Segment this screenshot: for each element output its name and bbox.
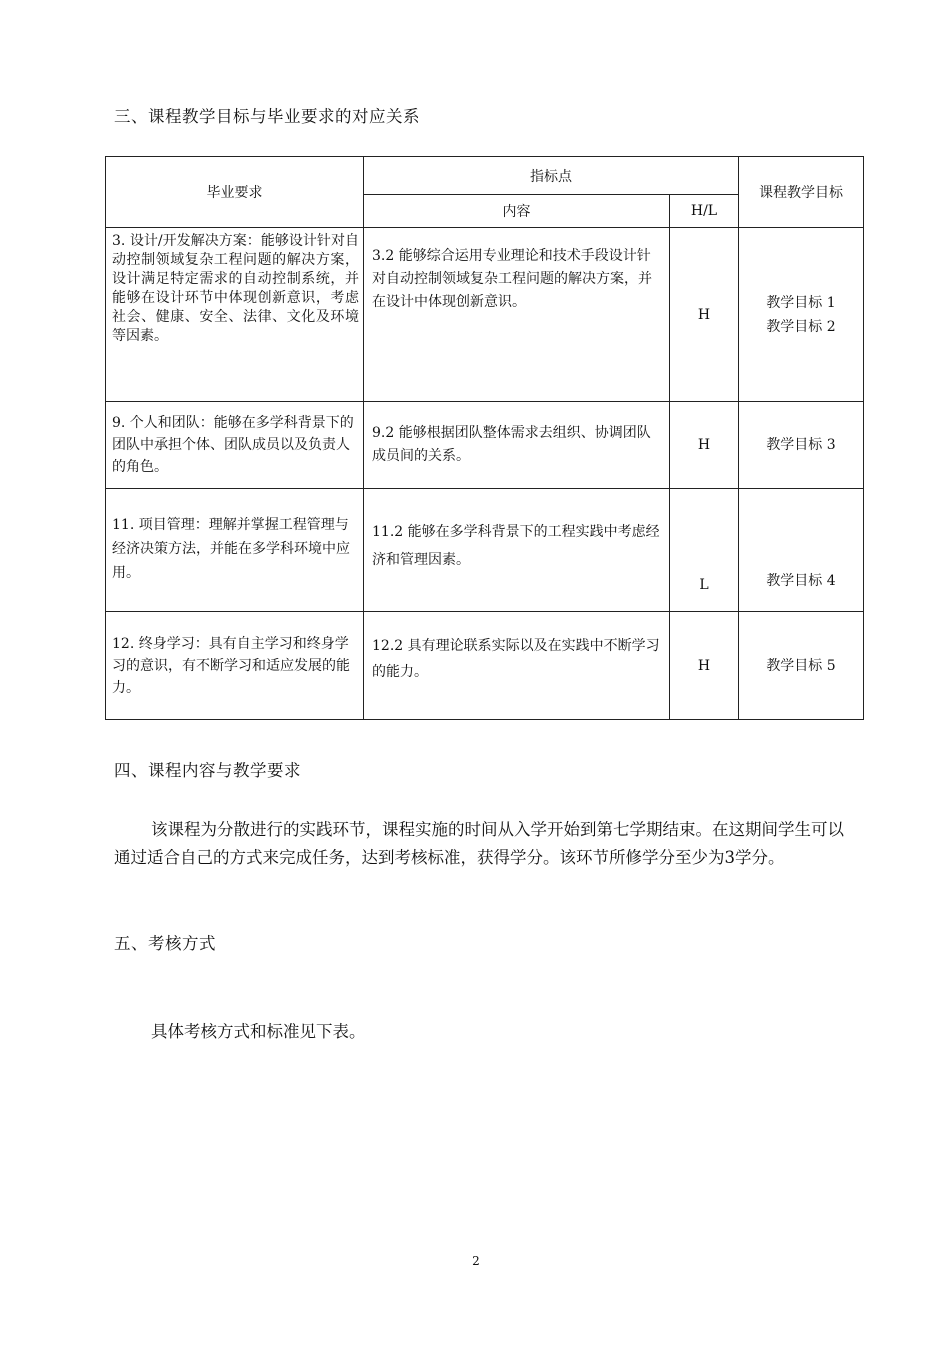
section-5-heading: 五、考核方式 (114, 934, 216, 953)
indicator-cell: 11.2 能够在多学科背景下的工程实践中考虑经济和管理因素。 (364, 489, 670, 612)
goal-cell (739, 228, 864, 402)
goal-cell (739, 489, 864, 612)
header-goal: 课程教学目标 (739, 157, 864, 228)
section-3-heading: 三、课程教学目标与毕业要求的对应关系 (114, 107, 420, 126)
hl-cell: L (670, 489, 739, 612)
hl-cell: H (670, 402, 739, 489)
table-row (106, 228, 864, 402)
header-hl: H/L (670, 195, 739, 228)
requirement-cell: 3. 设计/开发解决方案：能够设计针对自动控制领域复杂工程问题的解决方案，设计满足特定需求的自动控制系统，并能够在设计环节中体现创新意识，考虑社会、健康、安全、法律、文化及环境等因素。 (106, 228, 364, 402)
header-indicator: 指标点 (364, 157, 739, 195)
goal-item: 教学目标 3 (766, 437, 836, 453)
hl-cell: H (670, 612, 739, 720)
section-4-paragraph: 该课程为分散进行的实践环节，课程实施的时间从入学开始到第七学期结束。在这期间学生可以通过适合自己的方式来完成任务，达到考核标准，获得学分。该环节所修学分至少为3学分。 (114, 820, 844, 867)
header-requirement: 毕业要求 (106, 157, 364, 228)
requirement-cell: 11. 项目管理：理解并掌握工程管理与经济决策方法，并能在多学科环境中应用。 (106, 489, 364, 612)
header-content: 内容 (364, 195, 670, 228)
table-row (106, 612, 864, 720)
page-number: 2 (472, 1254, 480, 1268)
requirement-cell: 12. 终身学习：具有自主学习和终身学习的意识，有不断学习和适应发展的能力。 (106, 612, 364, 720)
goal-cell (739, 402, 864, 489)
objectives-mapping-table (105, 156, 864, 720)
table-row (106, 402, 864, 489)
section-5-paragraph: 具体考核方式和标准见下表。 (151, 1022, 366, 1041)
table-row (106, 489, 864, 612)
goal-item: 教学目标 4 (766, 573, 836, 589)
goal-item: 教学目标 2 (766, 318, 836, 335)
goal-item: 教学目标 1 (766, 294, 836, 311)
indicator-cell: 12.2 具有理论联系实际以及在实践中不断学习的能力。 (364, 612, 670, 720)
indicator-cell: 3.2 能够综合运用专业理论和技术手段设计针对自动控制领域复杂工程问题的解决方案，并在设计中体现创新意识。 (364, 228, 670, 402)
table-header-row (106, 157, 864, 195)
goal-cell (739, 612, 864, 720)
indicator-cell: 9.2 能够根据团队整体需求去组织、协调团队成员间的关系。 (364, 402, 670, 489)
section-4-heading: 四、课程内容与教学要求 (114, 761, 301, 780)
goal-item: 教学目标 5 (766, 657, 836, 674)
requirement-cell: 9. 个人和团队：能够在多学科背景下的团队中承担个体、团队成员以及负责人的角色。 (106, 402, 364, 489)
hl-cell: H (670, 228, 739, 402)
